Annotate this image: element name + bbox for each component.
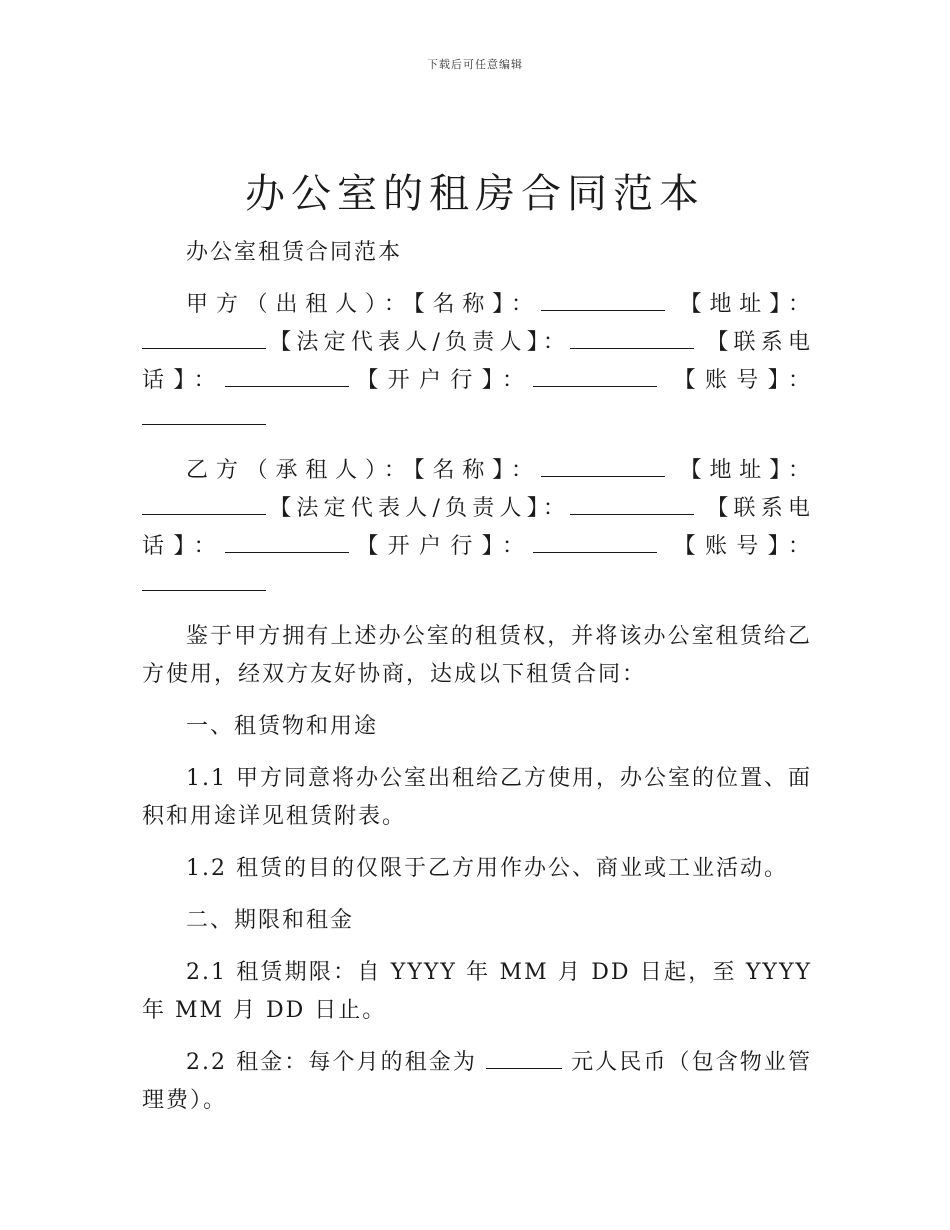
blank-line <box>570 490 694 515</box>
party-b-block <box>142 452 812 604</box>
document-body <box>142 234 812 1134</box>
party-a-bank-label: 【开户行】： <box>349 368 534 393</box>
clause-1-1: 1.1 甲方同意将办公室出租给乙方使用，办公室的位置、面积和用途详见租赁附表。 <box>142 766 812 829</box>
clause-1-2: 1.2 租赁的目的仅限于乙方用作办公、商业或工业活动。 <box>186 856 788 881</box>
section-2-title: 二、期限和租金 <box>186 908 355 933</box>
party-a-rep-label: 【法定代表人/负责人】： <box>266 330 571 355</box>
blank-line <box>541 452 665 477</box>
clause-2-2-text-a: 2.2 租金：每个月的租金为 <box>186 1050 487 1075</box>
party-a-name-label: 甲方（出租人）：【名称】： <box>186 292 541 317</box>
blank-line <box>142 324 266 349</box>
section-1-title: 一、租赁物和用途 <box>186 714 379 739</box>
rent-amount-blank <box>486 1044 562 1069</box>
blank-line <box>225 362 349 387</box>
clause-2-2-text-b: 元人民币（包含物业管理费）。 <box>142 1050 812 1113</box>
blank-line <box>533 362 657 387</box>
clause-2-2 <box>142 1044 812 1120</box>
party-b-name-label: 乙方（承租人）：【名称】： <box>186 458 541 483</box>
party-a-account-label: 【账号】： <box>673 368 812 393</box>
blank-line <box>142 490 266 515</box>
blank-line <box>225 528 349 553</box>
party-a-address-label: 【地址】： <box>679 292 812 317</box>
party-b-phone-label: 【联系电话】： <box>142 496 812 559</box>
party-b-bank-label: 【开户行】： <box>349 534 534 559</box>
party-b-rep-label: 【法定代表人/负责人】： <box>266 496 571 521</box>
header-note: 下载后可任意编辑 <box>427 58 523 71</box>
document-title: 办公室的租房合同范本 <box>245 171 705 217</box>
preamble: 鉴于甲方拥有上述办公室的租赁权，并将该办公室租赁给乙方使用，经双方友好协商，达成以下租赁合同： <box>142 624 812 687</box>
clause-2-1: 2.1 租赁期限：自 YYYY 年 MM 月 DD 日起，至 YYYY 年 MM 月 DD 日止。 <box>142 960 812 1023</box>
blank-line <box>533 528 657 553</box>
blank-line <box>570 324 694 349</box>
blank-line <box>142 400 266 425</box>
party-a-phone-label: 【联系电话】： <box>142 330 812 393</box>
party-b-address-label: 【地址】： <box>679 458 812 483</box>
blank-line <box>142 566 266 591</box>
party-a-block <box>142 286 812 438</box>
blank-line <box>541 286 665 311</box>
subtitle: 办公室租赁合同范本 <box>186 240 403 265</box>
party-b-account-label: 【账号】： <box>673 534 812 559</box>
